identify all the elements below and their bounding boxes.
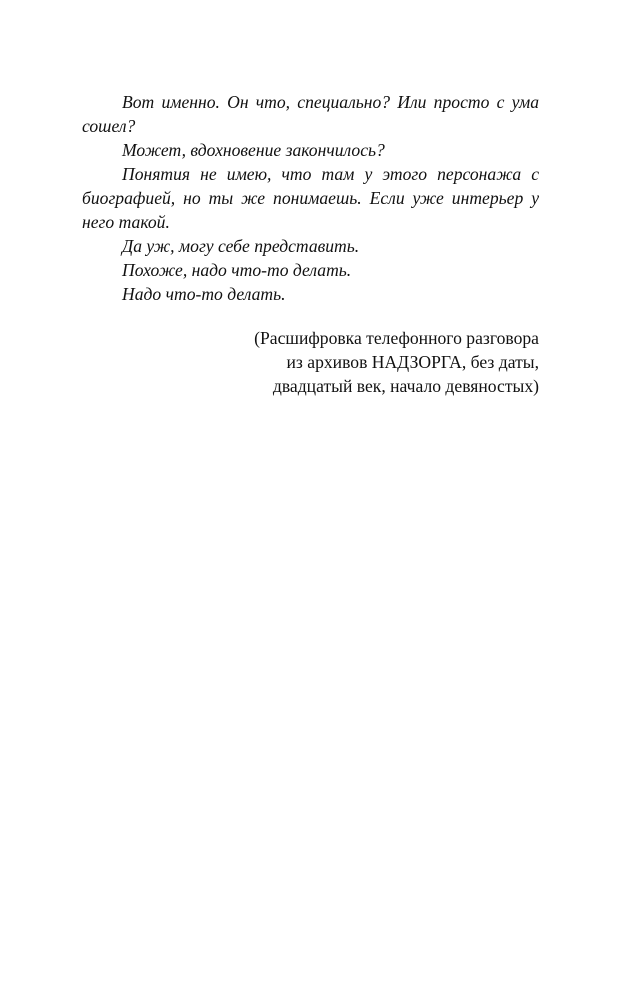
dialogue-line: Похоже, надо что-то делать.	[122, 260, 352, 280]
dialogue-line: Может, вдохновение закончилось?	[122, 140, 385, 160]
dialogue-line: Понятия не имею, что там у этого персонажа с биографией, но ты же понимаешь. Если уже интерьер у него такой.	[82, 164, 539, 232]
caption-line: из архивов НАДЗОРГА, без даты,	[286, 352, 539, 372]
caption-line: двадцатый век, начало девяностых)	[272, 376, 539, 396]
dialogue-line: Да уж, могу себе представить.	[122, 236, 360, 256]
dialogue-block	[82, 90, 539, 306]
source-caption	[219, 326, 539, 398]
caption-line: (Расшифровка телефонного разговора	[254, 328, 539, 348]
dialogue-line: Надо что-то делать.	[122, 284, 286, 304]
dialogue-line: Вот именно. Он что, специально? Или просто с ума сошел?	[82, 92, 539, 136]
